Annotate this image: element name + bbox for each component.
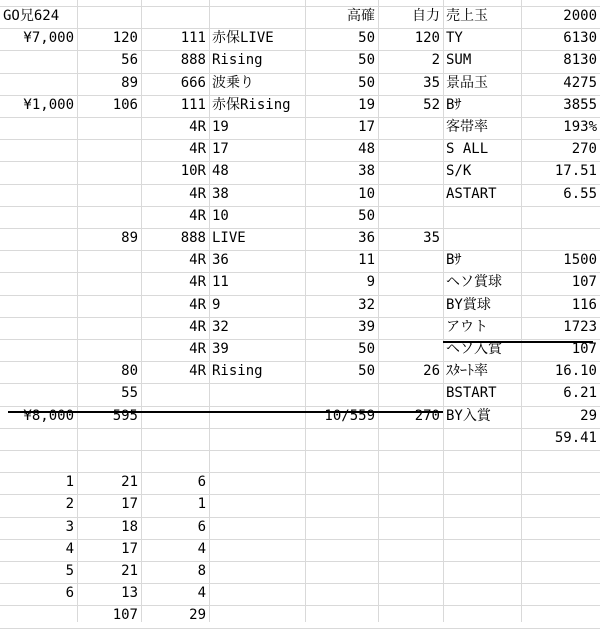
cell-r11-c2[interactable]: 4R: [189, 252, 206, 268]
cell-r16-c7[interactable]: ｽﾀｰﾄ率: [446, 363, 488, 379]
cell-r1-c3[interactable]: 赤保LIVE: [212, 30, 274, 46]
cell-r14-c3[interactable]: 32: [212, 319, 229, 335]
cell-r18-c6[interactable]: 270: [414, 408, 440, 424]
cell-r11-c5[interactable]: 11: [358, 252, 375, 268]
cell-r11-c3[interactable]: 36: [212, 252, 229, 268]
cell-r26-c2[interactable]: 4: [197, 585, 206, 601]
cell-r0-c7[interactable]: 売上玉: [446, 8, 488, 24]
cell-r12-c5[interactable]: 9: [366, 274, 375, 290]
cell-r3-c2[interactable]: 666: [180, 75, 206, 91]
cell-r4-c3[interactable]: 赤保Rising: [212, 97, 291, 113]
cell-r16-c1[interactable]: 80: [121, 363, 138, 379]
cell-r16-c3[interactable]: Rising: [212, 363, 263, 379]
cell-r10-c2[interactable]: 888: [180, 230, 206, 246]
cell-r25-c1[interactable]: 21: [121, 563, 138, 579]
cell-r15-c2[interactable]: 4R: [189, 341, 206, 357]
cell-r7-c2[interactable]: 10R: [180, 163, 206, 179]
cell-r16-c5[interactable]: 50: [358, 363, 375, 379]
cell-r5-c3[interactable]: 19: [212, 119, 229, 135]
cell-r15-c7[interactable]: ヘソ入賞: [446, 341, 502, 357]
cell-r26-c1[interactable]: 13: [121, 585, 138, 601]
cell-r8-c5[interactable]: 10: [358, 186, 375, 202]
cell-r26-c0[interactable]: 6: [65, 585, 74, 601]
cell-r9-c3[interactable]: 10: [212, 208, 229, 224]
cell-r23-c1[interactable]: 18: [121, 519, 138, 535]
cell-r13-c5[interactable]: 32: [358, 297, 375, 313]
cell-r10-c3[interactable]: LIVE: [212, 230, 246, 246]
cell-r10-c5[interactable]: 36: [358, 230, 375, 246]
grid-row-line: [0, 450, 600, 451]
cell-r5-c7[interactable]: 客帯率: [446, 119, 488, 135]
cell-r0-c5[interactable]: 高確: [347, 8, 375, 24]
cell-r7-c5[interactable]: 38: [358, 163, 375, 179]
cell-r15-c8[interactable]: 107: [571, 341, 597, 357]
cell-r14-c8[interactable]: 1723: [563, 319, 597, 335]
cell-r2-c7[interactable]: SUM: [446, 52, 472, 68]
cell-r16-c6[interactable]: 26: [423, 363, 440, 379]
cell-r2-c5[interactable]: 50: [358, 52, 375, 68]
cell-r9-c5[interactable]: 50: [358, 208, 375, 224]
cell-r2-c1[interactable]: 56: [121, 52, 138, 68]
cell-r3-c1[interactable]: 89: [121, 75, 138, 91]
cell-r8-c3[interactable]: 38: [212, 186, 229, 202]
cell-r4-c7[interactable]: Bｻ: [446, 97, 462, 113]
cell-r1-c0[interactable]: ¥7,000: [23, 30, 74, 46]
cell-r6-c2[interactable]: 4R: [189, 141, 206, 157]
cell-r15-c5[interactable]: 50: [358, 341, 375, 357]
cell-r1-c5[interactable]: 50: [358, 30, 375, 46]
cell-r22-c1[interactable]: 17: [121, 496, 138, 512]
cell-r17-c7[interactable]: BSTART: [446, 385, 497, 401]
cell-r21-c0[interactable]: 1: [65, 474, 74, 490]
cell-r12-c2[interactable]: 4R: [189, 274, 206, 290]
cell-r24-c0[interactable]: 4: [65, 541, 74, 557]
cell-r5-c2[interactable]: 4R: [189, 119, 206, 135]
cell-r2-c6[interactable]: 2: [431, 52, 440, 68]
cell-r6-c8[interactable]: 270: [571, 141, 597, 157]
cell-r14-c7[interactable]: アウト: [446, 319, 488, 335]
cell-r13-c8[interactable]: 116: [571, 297, 597, 313]
cell-r0-c8[interactable]: 2000: [563, 8, 597, 24]
cell-r18-c0[interactable]: ¥8,000: [23, 408, 74, 424]
border-under-out: [443, 341, 593, 343]
cell-r18-c5[interactable]: 10/559: [324, 408, 375, 424]
cell-r14-c2[interactable]: 4R: [189, 319, 206, 335]
cell-r9-c2[interactable]: 4R: [189, 208, 206, 224]
cell-r8-c7[interactable]: ASTART: [446, 186, 497, 202]
cell-r22-c2[interactable]: 1: [197, 496, 206, 512]
cell-r27-c1[interactable]: 107: [112, 607, 138, 623]
cell-r1-c2[interactable]: 111: [180, 30, 206, 46]
cell-r11-c7[interactable]: Bｻ: [446, 252, 462, 268]
cell-r1-c7[interactable]: TY: [446, 30, 463, 46]
cell-r21-c1[interactable]: 21: [121, 474, 138, 490]
cell-r5-c5[interactable]: 17: [358, 119, 375, 135]
cell-r18-c1[interactable]: 595: [112, 408, 138, 424]
cell-r8-c8[interactable]: 6.55: [563, 186, 597, 202]
cell-r4-c8[interactable]: 3855: [563, 97, 597, 113]
cell-r1-c1[interactable]: 120: [112, 30, 138, 46]
cell-r16-c2[interactable]: 4R: [189, 363, 206, 379]
cell-r2-c3[interactable]: Rising: [212, 52, 263, 68]
cell-r12-c8[interactable]: 107: [571, 274, 597, 290]
cell-r2-c2[interactable]: 888: [180, 52, 206, 68]
cell-r13-c2[interactable]: 4R: [189, 297, 206, 313]
cell-r24-c1[interactable]: 17: [121, 541, 138, 557]
cell-r3-c7[interactable]: 景品玉: [446, 75, 488, 91]
cell-r12-c7[interactable]: ヘソ賞球: [446, 274, 502, 290]
cell-r11-c8[interactable]: 1500: [563, 252, 597, 268]
cell-r4-c6[interactable]: 52: [423, 97, 440, 113]
cell-r25-c0[interactable]: 5: [65, 563, 74, 579]
cell-r10-c1[interactable]: 89: [121, 230, 138, 246]
cell-r17-c1[interactable]: 55: [121, 385, 138, 401]
cell-r7-c7[interactable]: S/K: [446, 163, 472, 179]
cell-r21-c2[interactable]: 6: [197, 474, 206, 490]
cell-r24-c2[interactable]: 4: [197, 541, 206, 557]
cell-r22-c0[interactable]: 2: [65, 496, 74, 512]
cell-r3-c5[interactable]: 50: [358, 75, 375, 91]
cell-r7-c8[interactable]: 17.51: [554, 163, 597, 179]
cell-r2-c8[interactable]: 8130: [563, 52, 597, 68]
cell-r8-c2[interactable]: 4R: [189, 186, 206, 202]
cell-r4-c5[interactable]: 19: [358, 97, 375, 113]
cell-r6-c5[interactable]: 48: [358, 141, 375, 157]
cell-r6-c7[interactable]: S ALL: [446, 141, 489, 157]
cell-r18-c7[interactable]: BY入賞: [446, 408, 491, 424]
cell-r18-c8[interactable]: 29: [580, 408, 597, 424]
cell-r4-c1[interactable]: 106: [112, 97, 138, 113]
grid-row-line: [0, 428, 600, 429]
cell-r12-c3[interactable]: 11: [212, 274, 229, 290]
cell-r10-c6[interactable]: 35: [423, 230, 440, 246]
cell-r16-c8[interactable]: 16.10: [554, 363, 597, 379]
cell-r4-c0[interactable]: ¥1,000: [23, 97, 74, 113]
cell-r3-c3[interactable]: 波乗り: [212, 75, 254, 91]
cell-r3-c8[interactable]: 4275: [563, 75, 597, 91]
cell-r5-c8[interactable]: 193%: [563, 119, 597, 135]
cell-r23-c0[interactable]: 3: [65, 519, 74, 535]
border-total-row: [8, 411, 443, 413]
cell-r3-c6[interactable]: 35: [423, 75, 440, 91]
cell-r0-c0[interactable]: GO兄624: [3, 8, 60, 24]
cell-r15-c3[interactable]: 39: [212, 341, 229, 357]
cell-r0-c6[interactable]: 自力: [412, 8, 440, 24]
cell-r19-c8[interactable]: 59.41: [554, 430, 597, 446]
cell-r25-c2[interactable]: 8: [197, 563, 206, 579]
cell-r13-c7[interactable]: BY賞球: [446, 297, 491, 313]
cell-r4-c2[interactable]: 111: [180, 97, 206, 113]
cell-r13-c3[interactable]: 9: [212, 297, 221, 313]
cell-r6-c3[interactable]: 17: [212, 141, 229, 157]
cell-r17-c8[interactable]: 6.21: [563, 385, 597, 401]
cell-r1-c6[interactable]: 120: [414, 30, 440, 46]
cell-r14-c5[interactable]: 39: [358, 319, 375, 335]
cell-r23-c2[interactable]: 6: [197, 519, 206, 535]
cell-r1-c8[interactable]: 6130: [563, 30, 597, 46]
cell-r7-c3[interactable]: 48: [212, 163, 229, 179]
cell-r27-c2[interactable]: 29: [189, 607, 206, 623]
